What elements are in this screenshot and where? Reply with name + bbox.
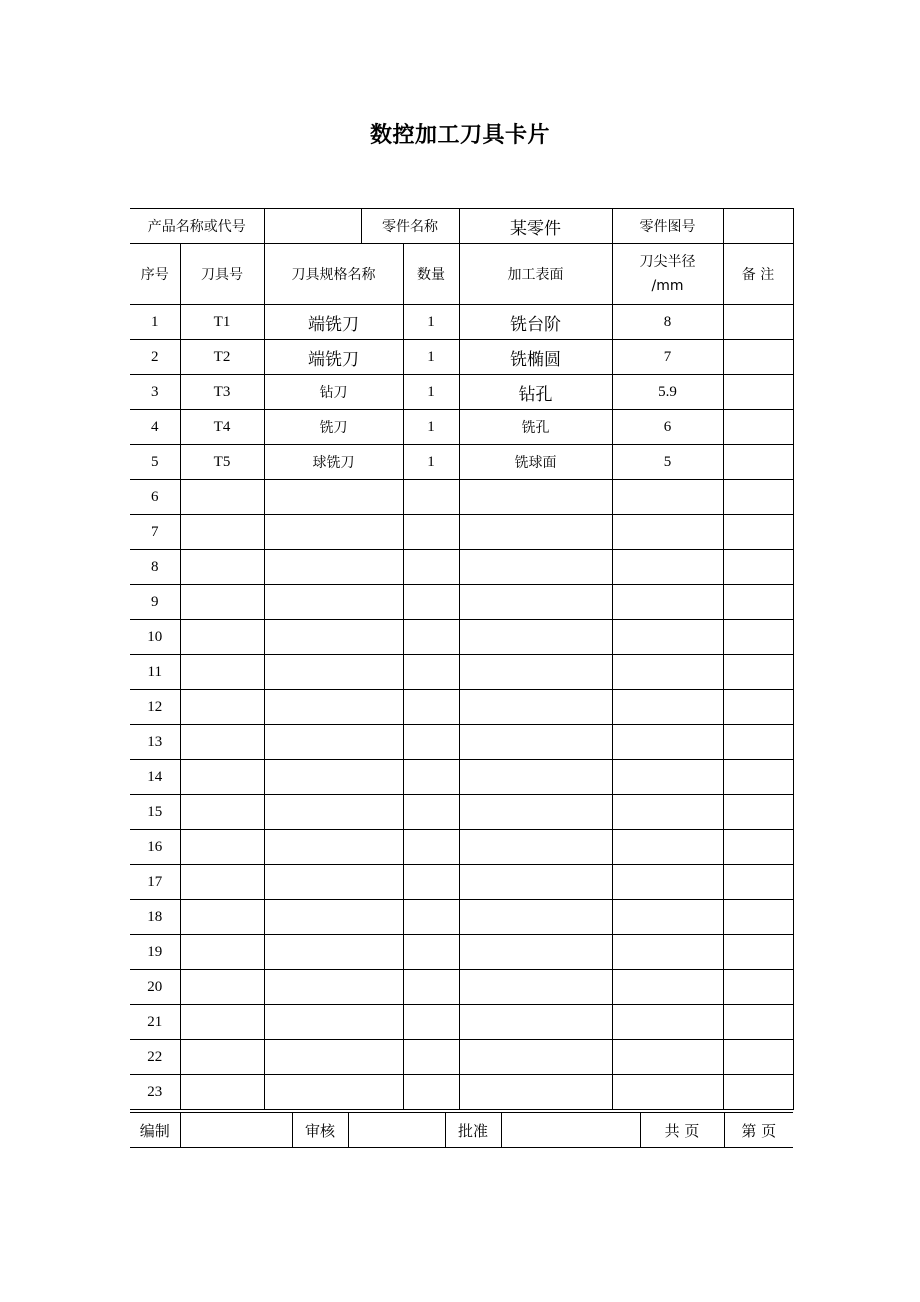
row-tool-no-cell[interactable]: T2 bbox=[180, 340, 264, 375]
row-qty-cell[interactable] bbox=[403, 550, 459, 585]
row-tool-spec-cell[interactable] bbox=[264, 725, 403, 760]
row-seq-cell: 7 bbox=[130, 515, 180, 550]
page-title: 数控加工刀具卡片 bbox=[369, 123, 550, 148]
row-qty-cell[interactable] bbox=[403, 935, 459, 970]
row-remark-cell[interactable] bbox=[723, 970, 793, 1005]
row-tool-no-cell[interactable] bbox=[180, 830, 264, 865]
row-seq-cell: 15 bbox=[130, 795, 180, 830]
row-tool-no-cell[interactable] bbox=[180, 760, 264, 795]
table-row bbox=[130, 620, 793, 655]
row-surface-cell[interactable]: 钻孔 bbox=[459, 375, 612, 410]
row-radius-cell[interactable]: 6 bbox=[612, 410, 723, 445]
row-radius-cell[interactable] bbox=[612, 515, 723, 550]
row-remark-cell[interactable] bbox=[723, 480, 793, 515]
row-remark-cell[interactable] bbox=[723, 725, 793, 760]
row-radius-cell[interactable]: 7 bbox=[612, 340, 723, 375]
row-surface-cell[interactable] bbox=[459, 620, 612, 655]
row-seq-cell: 19 bbox=[130, 935, 180, 970]
row-surface-cell[interactable] bbox=[459, 1005, 612, 1040]
signoff-footer bbox=[130, 1112, 793, 1148]
table-row bbox=[130, 585, 793, 620]
row-tool-spec-cell[interactable] bbox=[264, 970, 403, 1005]
row-qty-cell[interactable]: 1 bbox=[403, 305, 459, 340]
row-radius-cell[interactable] bbox=[612, 690, 723, 725]
row-radius-cell[interactable] bbox=[612, 620, 723, 655]
row-surface-cell[interactable] bbox=[459, 1075, 612, 1110]
row-tool-spec-cell[interactable] bbox=[264, 550, 403, 585]
row-remark-cell[interactable] bbox=[723, 340, 793, 375]
row-radius-cell[interactable] bbox=[612, 585, 723, 620]
row-remark-cell[interactable] bbox=[723, 515, 793, 550]
row-remark-cell[interactable] bbox=[723, 620, 793, 655]
table-row bbox=[130, 410, 793, 445]
row-tool-no-cell[interactable]: T3 bbox=[180, 375, 264, 410]
row-tool-no-cell[interactable] bbox=[180, 795, 264, 830]
row-tool-no-cell[interactable] bbox=[180, 1040, 264, 1075]
total-pages-label: 共 页 bbox=[640, 1113, 724, 1148]
row-remark-cell[interactable] bbox=[723, 410, 793, 445]
table-row bbox=[130, 375, 793, 410]
col-header-remark: 备 注 bbox=[723, 244, 793, 305]
row-tool-no-cell[interactable]: T5 bbox=[180, 445, 264, 480]
row-radius-cell[interactable] bbox=[612, 900, 723, 935]
row-qty-cell[interactable]: 1 bbox=[403, 340, 459, 375]
row-tool-no-cell[interactable] bbox=[180, 690, 264, 725]
row-seq-cell: 6 bbox=[130, 480, 180, 515]
row-qty-cell[interactable] bbox=[403, 1075, 459, 1110]
row-surface-cell[interactable]: 铣孔 bbox=[459, 410, 612, 445]
row-surface-cell[interactable] bbox=[459, 1040, 612, 1075]
row-seq-cell: 3 bbox=[130, 375, 180, 410]
row-tool-no-cell[interactable] bbox=[180, 865, 264, 900]
table-row bbox=[130, 690, 793, 725]
compiled-value-cell[interactable] bbox=[180, 1113, 292, 1148]
row-remark-cell[interactable] bbox=[723, 865, 793, 900]
row-surface-cell[interactable] bbox=[459, 830, 612, 865]
table-row bbox=[130, 445, 793, 480]
product-value-cell[interactable] bbox=[264, 209, 361, 244]
row-tool-no-cell[interactable] bbox=[180, 585, 264, 620]
row-qty-cell[interactable]: 1 bbox=[403, 445, 459, 480]
table-row bbox=[130, 550, 793, 585]
row-remark-cell[interactable] bbox=[723, 760, 793, 795]
part-drawing-value-cell[interactable] bbox=[723, 209, 793, 244]
row-tool-no-cell[interactable] bbox=[180, 725, 264, 760]
row-qty-cell[interactable]: 1 bbox=[403, 375, 459, 410]
row-tool-spec-cell[interactable] bbox=[264, 480, 403, 515]
compiled-label: 编制 bbox=[130, 1113, 180, 1148]
row-qty-cell[interactable] bbox=[403, 585, 459, 620]
row-tool-no-cell[interactable]: T1 bbox=[180, 305, 264, 340]
row-remark-cell[interactable] bbox=[723, 550, 793, 585]
row-tool-no-cell[interactable]: T4 bbox=[180, 410, 264, 445]
row-tool-spec-cell[interactable]: 钻刀 bbox=[264, 375, 403, 410]
table-row bbox=[130, 480, 793, 515]
row-radius-cell[interactable]: 5 bbox=[612, 445, 723, 480]
row-seq-cell: 22 bbox=[130, 1040, 180, 1075]
row-surface-cell[interactable]: 铣台阶 bbox=[459, 305, 612, 340]
row-remark-cell[interactable] bbox=[723, 585, 793, 620]
row-qty-cell[interactable] bbox=[403, 690, 459, 725]
row-remark-cell[interactable] bbox=[723, 445, 793, 480]
row-tool-spec-cell[interactable]: 球铣刀 bbox=[264, 445, 403, 480]
row-qty-cell[interactable] bbox=[403, 655, 459, 690]
row-radius-cell[interactable] bbox=[612, 760, 723, 795]
row-tool-spec-cell[interactable] bbox=[264, 690, 403, 725]
row-tool-spec-cell[interactable] bbox=[264, 515, 403, 550]
row-seq-cell: 5 bbox=[130, 445, 180, 480]
approve-value-cell[interactable] bbox=[501, 1113, 640, 1148]
table-row bbox=[130, 725, 793, 760]
col-header-radius-line1: 刀尖半径 bbox=[639, 254, 696, 270]
row-radius-cell[interactable] bbox=[612, 970, 723, 1005]
row-remark-cell[interactable] bbox=[723, 935, 793, 970]
table-row bbox=[130, 1005, 793, 1040]
row-surface-cell[interactable] bbox=[459, 760, 612, 795]
row-radius-cell[interactable] bbox=[612, 795, 723, 830]
row-tool-spec-cell[interactable] bbox=[264, 935, 403, 970]
row-tool-spec-cell[interactable] bbox=[264, 830, 403, 865]
row-qty-cell[interactable] bbox=[403, 725, 459, 760]
product-label: 产品名称或代号 bbox=[130, 209, 264, 244]
row-remark-cell[interactable] bbox=[723, 1075, 793, 1110]
table-row bbox=[130, 305, 793, 340]
row-surface-cell[interactable] bbox=[459, 515, 612, 550]
row-remark-cell[interactable] bbox=[723, 655, 793, 690]
row-seq-cell: 8 bbox=[130, 550, 180, 585]
row-remark-cell[interactable] bbox=[723, 690, 793, 725]
part-drawing-label: 零件图号 bbox=[612, 209, 723, 244]
table-row bbox=[130, 865, 793, 900]
row-qty-cell[interactable] bbox=[403, 1040, 459, 1075]
row-surface-cell[interactable] bbox=[459, 795, 612, 830]
row-radius-cell[interactable]: 8 bbox=[612, 305, 723, 340]
row-seq-cell: 23 bbox=[130, 1075, 180, 1110]
row-qty-cell[interactable] bbox=[403, 900, 459, 935]
review-label: 审核 bbox=[292, 1113, 348, 1148]
row-tool-spec-cell[interactable] bbox=[264, 585, 403, 620]
row-qty-cell[interactable] bbox=[403, 865, 459, 900]
row-tool-no-cell[interactable] bbox=[180, 935, 264, 970]
table-row bbox=[130, 515, 793, 550]
row-seq-cell: 1 bbox=[130, 305, 180, 340]
row-qty-cell[interactable] bbox=[403, 830, 459, 865]
row-seq-cell: 12 bbox=[130, 690, 180, 725]
row-radius-cell[interactable] bbox=[612, 935, 723, 970]
table-row bbox=[130, 340, 793, 375]
row-surface-cell[interactable] bbox=[459, 900, 612, 935]
row-tool-no-cell[interactable] bbox=[180, 1005, 264, 1040]
review-value-cell[interactable] bbox=[348, 1113, 445, 1148]
row-tool-spec-cell[interactable] bbox=[264, 865, 403, 900]
row-tool-spec-cell[interactable] bbox=[264, 1005, 403, 1040]
row-seq-cell: 4 bbox=[130, 410, 180, 445]
row-qty-cell[interactable] bbox=[403, 970, 459, 1005]
row-tool-spec-cell[interactable] bbox=[264, 760, 403, 795]
table-row bbox=[130, 1040, 793, 1075]
row-qty-cell[interactable]: 1 bbox=[403, 410, 459, 445]
row-tool-spec-cell[interactable] bbox=[264, 1075, 403, 1110]
row-surface-cell[interactable] bbox=[459, 655, 612, 690]
row-remark-cell[interactable] bbox=[723, 830, 793, 865]
row-tool-no-cell[interactable] bbox=[180, 655, 264, 690]
tool-rows bbox=[130, 305, 793, 1110]
row-surface-cell[interactable] bbox=[459, 970, 612, 1005]
column-header-row bbox=[130, 244, 793, 305]
row-tool-no-cell[interactable] bbox=[180, 970, 264, 1005]
row-qty-cell[interactable] bbox=[403, 795, 459, 830]
col-header-radius bbox=[612, 244, 723, 305]
table-row bbox=[130, 935, 793, 970]
table-row bbox=[130, 970, 793, 1005]
row-radius-cell[interactable] bbox=[612, 1040, 723, 1075]
table-row bbox=[130, 830, 793, 865]
col-header-qty: 数量 bbox=[403, 244, 459, 305]
row-remark-cell[interactable] bbox=[723, 1040, 793, 1075]
row-remark-cell[interactable] bbox=[723, 795, 793, 830]
table-row bbox=[130, 655, 793, 690]
row-qty-cell[interactable] bbox=[403, 1005, 459, 1040]
header-info-row bbox=[130, 209, 793, 244]
row-seq-cell: 17 bbox=[130, 865, 180, 900]
row-remark-cell[interactable] bbox=[723, 1005, 793, 1040]
part-name-value[interactable]: 某零件 bbox=[459, 209, 612, 244]
row-tool-spec-cell[interactable] bbox=[264, 900, 403, 935]
col-header-tool-no: 刀具号 bbox=[180, 244, 264, 305]
row-tool-spec-cell[interactable]: 端铣刀 bbox=[264, 305, 403, 340]
row-surface-cell[interactable]: 铣球面 bbox=[459, 445, 612, 480]
row-seq-cell: 16 bbox=[130, 830, 180, 865]
col-header-radius-line2: /mm bbox=[651, 278, 684, 294]
row-remark-cell[interactable] bbox=[723, 305, 793, 340]
row-radius-cell[interactable] bbox=[612, 550, 723, 585]
row-seq-cell: 11 bbox=[130, 655, 180, 690]
row-radius-cell[interactable]: 5.9 bbox=[612, 375, 723, 410]
row-seq-cell: 14 bbox=[130, 760, 180, 795]
row-surface-cell[interactable] bbox=[459, 725, 612, 760]
row-seq-cell: 13 bbox=[130, 725, 180, 760]
col-header-seq: 序号 bbox=[130, 244, 180, 305]
row-qty-cell[interactable] bbox=[403, 480, 459, 515]
row-tool-spec-cell[interactable] bbox=[264, 1040, 403, 1075]
row-seq-cell: 2 bbox=[130, 340, 180, 375]
row-tool-spec-cell[interactable]: 铣刀 bbox=[264, 410, 403, 445]
row-tool-no-cell[interactable] bbox=[180, 1075, 264, 1110]
row-surface-cell[interactable] bbox=[459, 585, 612, 620]
approve-label: 批准 bbox=[445, 1113, 501, 1148]
row-radius-cell[interactable] bbox=[612, 865, 723, 900]
row-radius-cell[interactable] bbox=[612, 830, 723, 865]
row-radius-cell[interactable] bbox=[612, 725, 723, 760]
row-qty-cell[interactable] bbox=[403, 760, 459, 795]
row-surface-cell[interactable] bbox=[459, 935, 612, 970]
tool-card-table bbox=[130, 208, 794, 1110]
row-tool-spec-cell[interactable] bbox=[264, 620, 403, 655]
row-radius-cell[interactable] bbox=[612, 1005, 723, 1040]
part-name-label: 零件名称 bbox=[361, 209, 459, 244]
row-seq-cell: 21 bbox=[130, 1005, 180, 1040]
row-tool-spec-cell[interactable] bbox=[264, 655, 403, 690]
row-seq-cell: 9 bbox=[130, 585, 180, 620]
row-qty-cell[interactable] bbox=[403, 620, 459, 655]
row-radius-cell[interactable] bbox=[612, 480, 723, 515]
row-remark-cell[interactable] bbox=[723, 900, 793, 935]
row-tool-no-cell[interactable] bbox=[180, 900, 264, 935]
row-remark-cell[interactable] bbox=[723, 375, 793, 410]
row-radius-cell[interactable] bbox=[612, 1075, 723, 1110]
row-seq-cell: 10 bbox=[130, 620, 180, 655]
row-seq-cell: 18 bbox=[130, 900, 180, 935]
row-surface-cell[interactable]: 铣椭圆 bbox=[459, 340, 612, 375]
row-surface-cell[interactable] bbox=[459, 690, 612, 725]
row-radius-cell[interactable] bbox=[612, 655, 723, 690]
row-tool-spec-cell[interactable]: 端铣刀 bbox=[264, 340, 403, 375]
row-tool-no-cell[interactable] bbox=[180, 550, 264, 585]
row-surface-cell[interactable] bbox=[459, 550, 612, 585]
col-header-surface: 加工表面 bbox=[459, 244, 612, 305]
table-row bbox=[130, 760, 793, 795]
table-row bbox=[130, 900, 793, 935]
page-number-label: 第 页 bbox=[724, 1113, 793, 1148]
row-surface-cell[interactable] bbox=[459, 480, 612, 515]
row-tool-spec-cell[interactable] bbox=[264, 795, 403, 830]
table-row bbox=[130, 1075, 793, 1110]
row-qty-cell[interactable] bbox=[403, 515, 459, 550]
row-tool-no-cell[interactable] bbox=[180, 480, 264, 515]
row-seq-cell: 20 bbox=[130, 970, 180, 1005]
row-tool-no-cell[interactable] bbox=[180, 515, 264, 550]
col-header-tool-spec: 刀具规格名称 bbox=[264, 244, 403, 305]
row-surface-cell[interactable] bbox=[459, 865, 612, 900]
table-row bbox=[130, 795, 793, 830]
row-tool-no-cell[interactable] bbox=[180, 620, 264, 655]
